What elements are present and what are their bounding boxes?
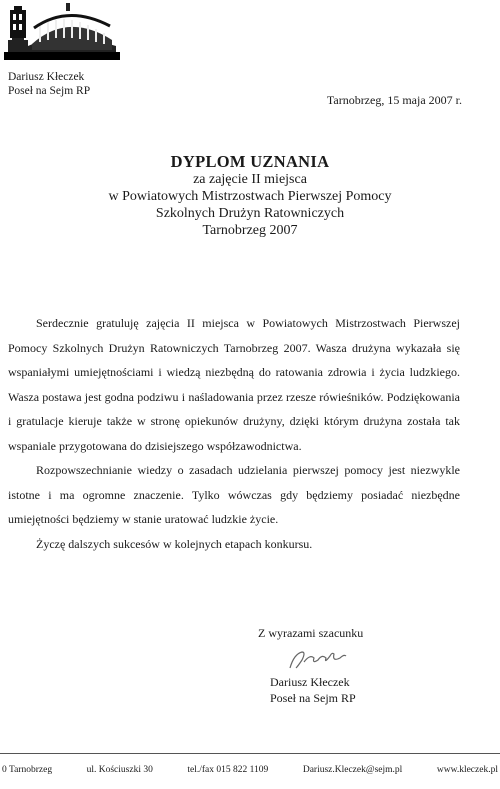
letter-body: [8, 311, 460, 556]
signer-name: Dariusz Kłeczek: [270, 675, 350, 689]
diploma-title-block: [0, 152, 500, 239]
sender-title: Poseł na Sejm RP: [8, 85, 91, 97]
title-line-teams: Szkolnych Drużyn Ratowniczych: [155, 206, 345, 221]
footer-city: 0 Tarnobrzeg: [2, 765, 53, 775]
title-line-award: za zajęcie II miejsca: [193, 172, 307, 187]
footer-contact: [0, 765, 500, 775]
body-paragraph: Rozpowszechnianie wiedzy o zasadach udzielania pierwszej pomocy jest niezwykle istotne i ma ogromne znaczenie. Tylko wówczas gdy będziemy posiadać niezbędne umiejętności będziemy w stanie uratować ludzkie życie.: [8, 463, 460, 526]
letterhead-sender: [8, 70, 90, 98]
closing-salutation: Z wyrazami szacunku: [258, 626, 364, 640]
signer-block: [270, 674, 356, 706]
footer-divider: [0, 753, 500, 754]
sender-name: Dariusz Kłeczek: [8, 71, 85, 83]
footer-street: ul. Kościuszki 30: [86, 765, 153, 775]
diploma-title: DYPLOM UZNANIA: [170, 152, 330, 171]
footer-phone: tel./fax 015 822 1109: [187, 765, 269, 775]
footer-website[interactable]: www.kleczek.pl: [436, 765, 498, 775]
body-paragraph: Serdecznie gratuluję zajęcia II miejsca w Powiatowych Mistrzostwach Pierwszej Pomocy Szkolnych Drużyn Ratowniczych Tarnobrzeg 2007. Wasza drużyna wykazała się wspaniałymi umiejętnościami i wiedzą niezbędną do ratowania zdrowia i życia ludzkiego. Wasza postawa jest godna podziwu i naśladowania przez rzesze rówieśników. Podziękowania i gratulacje kieruje także w stronę opiekunów drużyny, dzięki którym drużyna została tak wspaniale przygotowana do dzisiejszego współzawodnictwa.: [8, 316, 460, 453]
footer-email[interactable]: Dariusz.Kleczek@sejm.pl: [302, 765, 403, 775]
title-line-year: Tarnobrzeg 2007: [202, 223, 298, 238]
parliament-building-logo: [4, 2, 120, 60]
signer-title: Poseł na Sejm RP: [270, 691, 356, 705]
handwritten-signature: [286, 644, 350, 674]
letter-date: Tarnobrzeg, 15 maja 2007 r.: [326, 93, 462, 107]
body-paragraph: Życzę dalszych sukcesów w kolejnych etapach konkursu.: [36, 536, 313, 551]
title-line-competition: w Powiatowych Mistrzostwach Pierwszej Pomocy: [108, 189, 392, 204]
